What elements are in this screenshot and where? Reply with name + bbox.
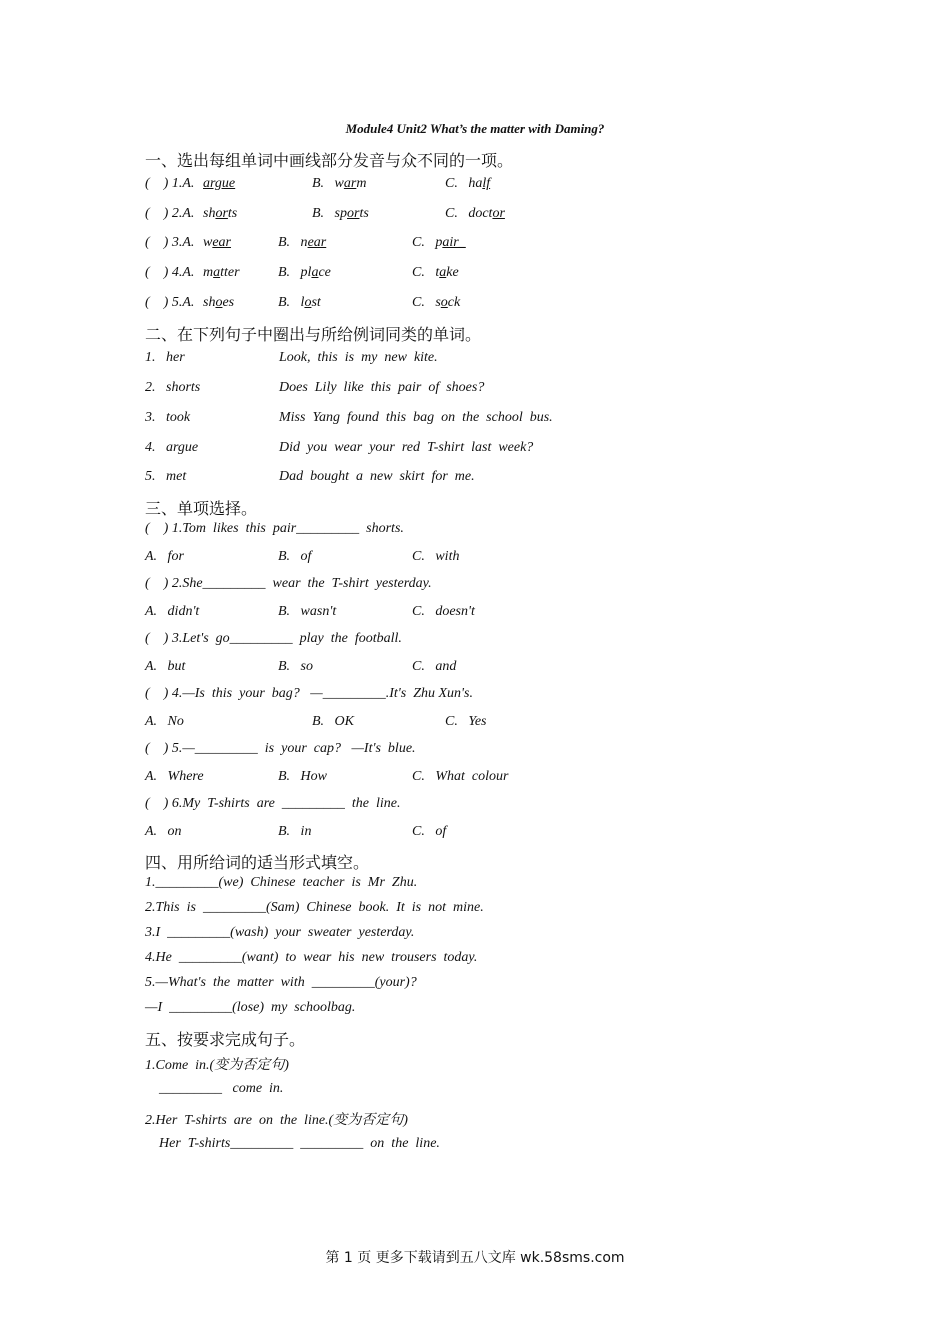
fill-blank-text: 5.—What's the matter with _________(your)? bbox=[145, 975, 417, 990]
underlined-part: ear bbox=[212, 235, 232, 250]
option-b bbox=[312, 206, 369, 222]
word-part: sh bbox=[203, 295, 216, 310]
option-b: B. of bbox=[278, 549, 312, 564]
word-part: m bbox=[203, 265, 214, 280]
section-5-heading: 五、按要求完成句子。 bbox=[145, 1030, 306, 1049]
option-c bbox=[412, 265, 459, 281]
underlined-part: ear bbox=[307, 235, 327, 250]
underlined-part: a bbox=[213, 265, 221, 280]
word-part: ts bbox=[227, 206, 238, 221]
word-part: es bbox=[222, 295, 235, 310]
section-4-heading: 四、用所给词的适当形式填空。 bbox=[145, 853, 370, 872]
example-word: 1. her bbox=[145, 350, 185, 365]
option-c: C. with bbox=[412, 549, 460, 564]
option-c: C. of bbox=[412, 824, 447, 839]
option-c bbox=[445, 176, 490, 192]
word-part: st bbox=[311, 295, 321, 310]
option-b: B. so bbox=[278, 659, 313, 674]
underlined-part: ar bbox=[343, 176, 357, 191]
word-part: w bbox=[203, 235, 213, 250]
option-c bbox=[445, 206, 505, 222]
sentence: Dad bought a new skirt for me. bbox=[279, 469, 475, 484]
underlined-part: air_ bbox=[442, 235, 466, 250]
word-part: ts bbox=[359, 206, 369, 221]
word-part: B. pl bbox=[278, 265, 312, 280]
example-word: 5. met bbox=[145, 469, 187, 484]
word-part: B. sp bbox=[312, 206, 347, 221]
document-title: Module4 Unit2 What’s the matter with Daming? bbox=[345, 121, 605, 136]
option-a: A. but bbox=[145, 659, 186, 674]
option-a bbox=[203, 235, 231, 251]
underlined-part: or bbox=[492, 206, 505, 221]
word-part: C. s bbox=[412, 295, 441, 310]
sentence: Look, this is my new kite. bbox=[279, 350, 438, 365]
fill-blank-text: 3.I _________(wash) your sweater yesterday. bbox=[145, 925, 415, 940]
underlined-part: a bbox=[439, 265, 447, 280]
word-part: ke bbox=[446, 265, 459, 280]
option-a bbox=[203, 206, 237, 222]
option-a bbox=[203, 295, 234, 311]
underlined-part: o bbox=[215, 295, 223, 310]
question-text: ( ) 2.She_________ wear the T-shirt yesterday. bbox=[145, 576, 432, 591]
word-part: tter bbox=[220, 265, 240, 280]
fill-blank-text: —I _________(lose) my schoolbag. bbox=[145, 1000, 356, 1015]
option-c: C. What colour bbox=[412, 769, 509, 784]
option-a bbox=[203, 176, 235, 192]
option-a: A. Where bbox=[145, 769, 204, 784]
underlined-part: a bbox=[311, 265, 319, 280]
question-number: ( ) 3.A. bbox=[145, 235, 195, 250]
option-b: B. How bbox=[278, 769, 327, 784]
example-word: 4. argue bbox=[145, 440, 199, 455]
word-part: C. doct bbox=[445, 206, 493, 221]
section-2-heading: 二、在下列句子中圈出与所给例词同类的单词。 bbox=[145, 325, 482, 344]
option-a bbox=[203, 265, 240, 281]
option-b bbox=[312, 176, 366, 192]
underlined-part: o bbox=[304, 295, 312, 310]
sentence: Miss Yang found this bag on the school bus. bbox=[279, 410, 553, 425]
option-c: C. doesn't bbox=[412, 604, 475, 619]
question-text: ( ) 1.Tom likes this pair_________ shorts. bbox=[145, 521, 404, 536]
question-text: ( ) 4.—Is this your bag? —_________.It's Zhu Xun's. bbox=[145, 686, 473, 701]
underlined-part: or bbox=[347, 206, 360, 221]
word-part: ck bbox=[447, 295, 461, 310]
option-b: B. in bbox=[278, 824, 312, 839]
underlined-part: or bbox=[215, 206, 228, 221]
example-word: 3. took bbox=[145, 410, 191, 425]
sentence: Does Lily like this pair of shoes? bbox=[279, 380, 485, 395]
word-part: ce bbox=[318, 265, 331, 280]
option-c: C. Yes bbox=[445, 714, 487, 729]
word-part: B. w bbox=[312, 176, 344, 191]
option-a: A. for bbox=[145, 549, 184, 564]
question-text: ( ) 5.—_________ is your cap? —It's blue. bbox=[145, 741, 416, 756]
word-part: C. p bbox=[412, 235, 443, 250]
fill-blank-text: 1._________(we) Chinese teacher is Mr Zhu. bbox=[145, 875, 418, 890]
option-c bbox=[412, 295, 460, 311]
word-part: B. l bbox=[278, 295, 305, 310]
example-word: 2. shorts bbox=[145, 380, 201, 395]
word-part: C. ha bbox=[445, 176, 483, 191]
question-text: ( ) 3.Let's go_________ play the football. bbox=[145, 631, 402, 646]
fill-blank-text: 4.He _________(want) to wear his new trousers today. bbox=[145, 950, 478, 965]
question-number: ( ) 4.A. bbox=[145, 265, 195, 280]
option-a: A. No bbox=[145, 714, 184, 729]
option-b bbox=[278, 235, 326, 251]
instruction-text: 1.Come in.(变为否定句) bbox=[145, 1058, 289, 1073]
option-c: C. and bbox=[412, 659, 457, 674]
sentence: Did you wear your red T-shirt last week? bbox=[279, 440, 534, 455]
page-footer: 第 1 页 更多下载请到五八文库 wk.58sms.com bbox=[325, 1250, 625, 1266]
underlined-part: argue bbox=[203, 176, 236, 191]
option-b bbox=[278, 295, 321, 311]
instruction-text: 2.Her T-shirts are on the line.(变为否定句) bbox=[145, 1113, 408, 1128]
word-part: B. n bbox=[278, 235, 308, 250]
section-1-heading: 一、选出每组单词中画线部分发音与众不同的一项。 bbox=[145, 151, 514, 170]
question-number: ( ) 5.A. bbox=[145, 295, 195, 310]
option-a: A. didn't bbox=[145, 604, 200, 619]
answer-text: Her T-shirts_________ _________ on the line. bbox=[145, 1136, 440, 1151]
option-b: B. wasn't bbox=[278, 604, 337, 619]
word-part: C. t bbox=[412, 265, 440, 280]
word-part: sh bbox=[203, 206, 216, 221]
option-a: A. on bbox=[145, 824, 182, 839]
underlined-part: o bbox=[440, 295, 448, 310]
word-part: m bbox=[356, 176, 367, 191]
option-b bbox=[278, 265, 331, 281]
section-3-heading: 三、单项选择。 bbox=[145, 499, 258, 518]
option-c bbox=[412, 235, 466, 251]
question-number: ( ) 2.A. bbox=[145, 206, 195, 221]
option-b: B. OK bbox=[312, 714, 354, 729]
fill-blank-text: 2.This is _________(Sam) Chinese book. It is not mine. bbox=[145, 900, 484, 915]
question-number: ( ) 1.A. bbox=[145, 176, 195, 191]
question-text: ( ) 6.My T-shirts are _________ the line. bbox=[145, 796, 401, 811]
answer-text: _________ come in. bbox=[145, 1081, 284, 1096]
underlined-part: lf bbox=[482, 176, 491, 191]
